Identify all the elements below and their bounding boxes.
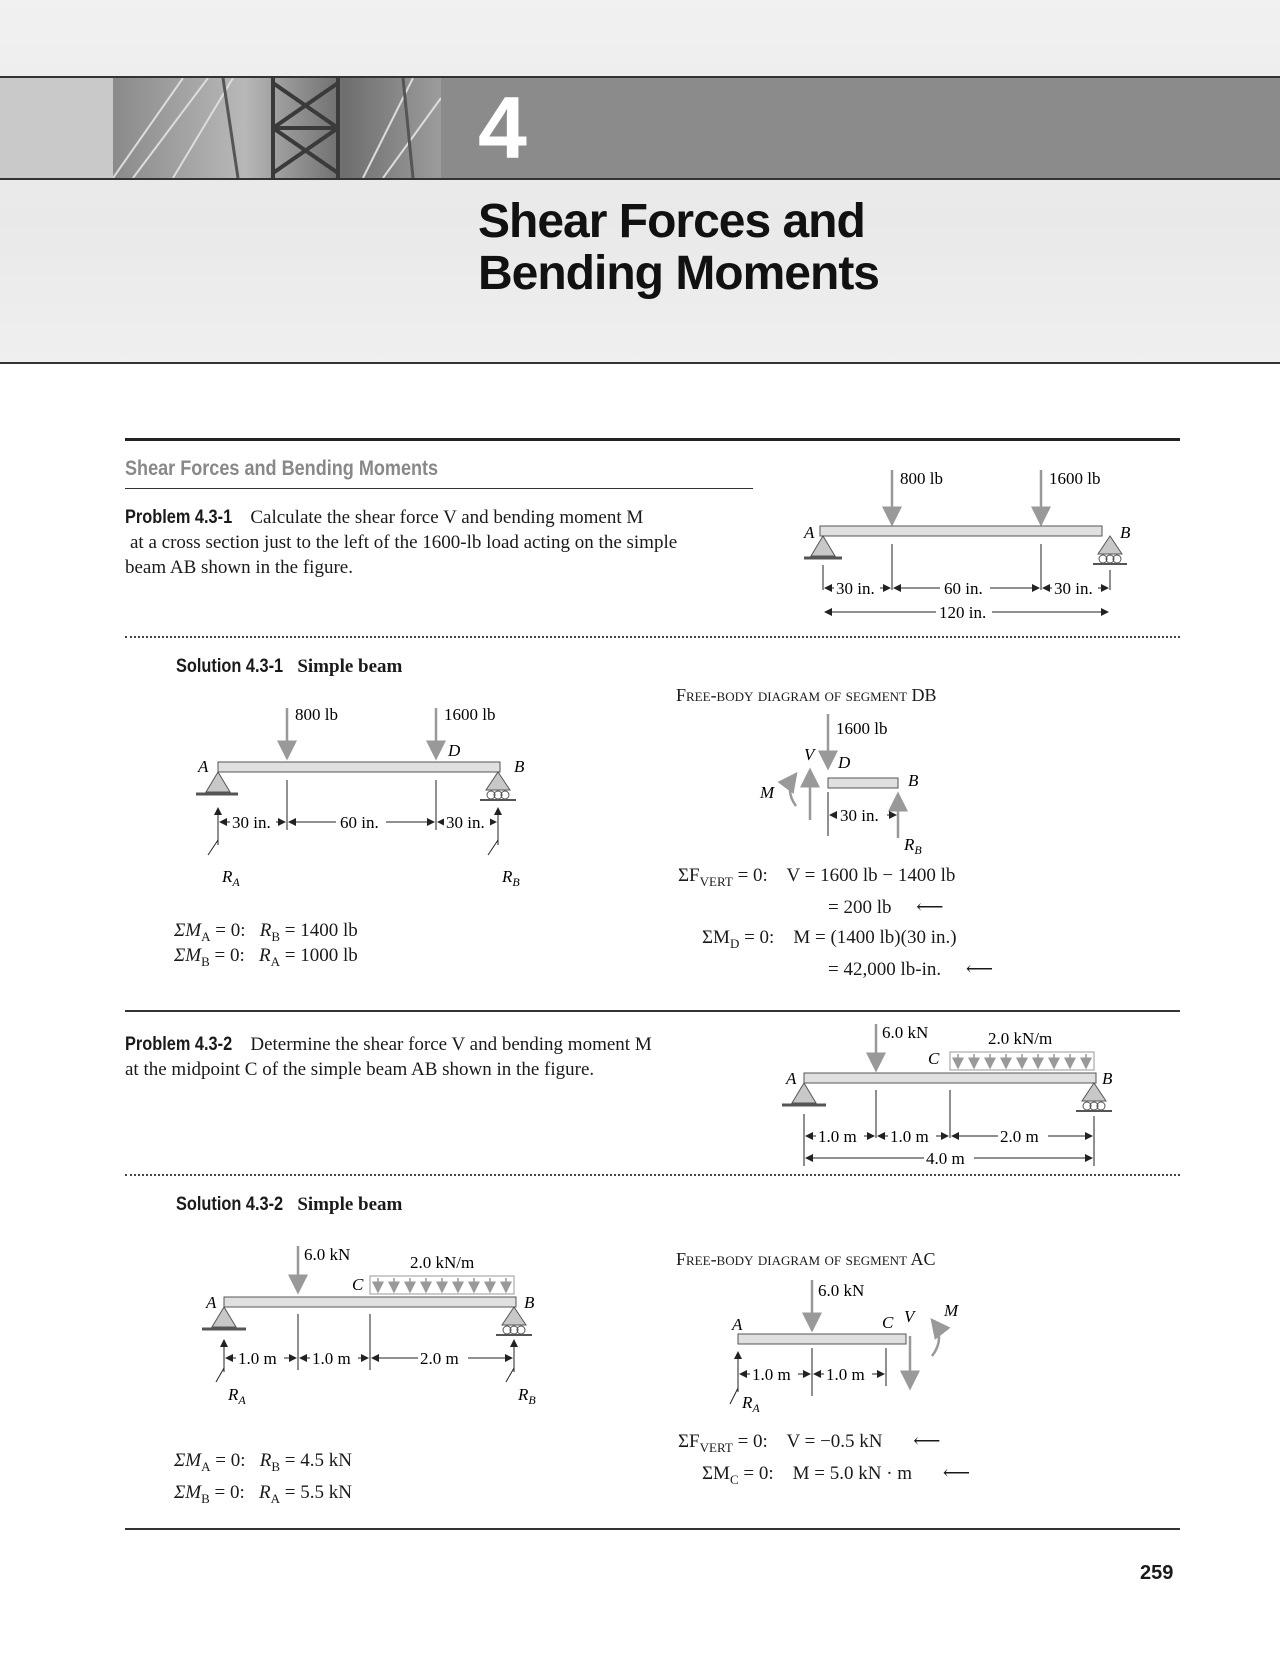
dim-60: 60 in. [944,579,983,598]
sol2-eq2: $\Sigma M_B = 0$: $R_A = 5.5$ kN [174,1482,352,1506]
sol2-fbd [720,1276,980,1416]
pin-support [811,536,835,556]
load-1600-label: 1600 lb [1049,469,1101,488]
solution2-figure [200,1240,550,1415]
label-C: C [928,1049,940,1068]
dim-1m-b: 1.0 m [890,1127,929,1146]
load-6kN-label: 6.0 kN [304,1245,351,1264]
answer-arrow-icon: ⟵ [965,959,994,980]
problem2-line1 [125,1032,652,1057]
problem1-figure [790,460,1150,630]
chapter-number: 4 [478,78,527,177]
dim-30-right: 30 in. [1054,579,1093,598]
sol2-r1: $\Sigma F_{VERT} = 0$: V = −0.5 kN ⟵ [678,1431,941,1455]
dim-60: 60 in. [340,813,379,832]
load-1600-label: 1600 lb [444,705,496,724]
solution1-title: Simple beam [297,656,403,677]
section-heading: Shear Forces and Bending Moments [125,457,439,480]
sol1-r3: $\Sigma M_D = 0$: M = (1400 lb)(30 in.) [702,927,957,951]
sol1-fbd-title: Free-body diagram of segment DB [676,685,937,705]
label-A: A [786,1069,797,1088]
beam [804,1073,1096,1083]
label-C: C [352,1275,364,1294]
label-A: A [206,1293,217,1312]
chapter-title-line2: Bending Moments [478,247,879,300]
top-rule [125,438,1180,441]
fbd-load-label: 1600 lb [836,719,888,738]
reaction-RB: $R_B$ [518,1385,536,1407]
problem1-line2: at a cross section just to the left of the 1600-lb load acting on the simple [130,532,678,553]
dist-load-label: 2.0 kN/m [410,1253,475,1272]
moment-M-arrow [790,774,796,806]
sol1-eq1: $\Sigma M_A = 0$: $R_B = 1400$ lb [174,920,358,944]
roller-support [1098,536,1122,554]
load-6kN-label: 6.0 kN [882,1023,929,1042]
fbd-dim-1m-a: 1.0 m [752,1365,791,1384]
answer-arrow-icon: ⟵ [942,1463,971,1484]
divider-rule [125,1010,1180,1012]
problem2-figure [780,1018,1120,1173]
solution2-title: Simple beam [297,1194,403,1215]
label-A: A [804,523,815,542]
dim-30-left: 30 in. [232,813,271,832]
label-B: B [1120,523,1131,542]
fbd-dim-1m-b: 1.0 m [826,1365,865,1384]
problem2-label: Problem 4.3-2 [125,1034,233,1055]
sol1-r4: = 42,000 lb-in. ⟵ [828,959,994,980]
dist-load-arrows [958,1054,1086,1068]
fbd-M: M [760,783,775,802]
dotted-rule-2 [125,1174,1180,1176]
reaction-RA: $R_A$ [228,1385,246,1407]
sol2-fbd-title: Free-body diagram of segment AC [676,1249,936,1269]
label-B: B [1102,1069,1113,1088]
dist-load-arrows [378,1278,506,1292]
problem2-text1: Determine the shear force V and bending moment M [250,1034,652,1055]
dim-1m-b: 1.0 m [312,1349,351,1368]
sol2-r2: $\Sigma M_C = 0$: M = 5.0 kN · m ⟵ [702,1463,971,1487]
dotted-rule-1 [125,636,1180,638]
fbd-RB: $R_B$ [904,835,922,857]
solution1-heading [176,656,402,678]
solution2-heading [176,1194,402,1216]
sol1-fbd [740,708,960,858]
answer-arrow-icon: ⟵ [916,897,944,918]
dim-120: 120 in. [939,603,987,622]
chapter-title-line1: Shear Forces and [478,195,865,248]
load-800-label: 800 lb [295,705,338,724]
label-B: B [524,1293,535,1312]
dim-30-right: 30 in. [446,813,485,832]
dim-30-left: 30 in. [836,579,875,598]
bottom-rule [125,1528,1180,1530]
label-A: A [198,757,209,776]
label-B: B [514,757,525,776]
problem1-line1 [125,505,643,530]
answer-arrow-icon: ⟵ [913,1431,941,1452]
dim-4m: 4.0 m [926,1149,965,1168]
load-800-label: 800 lb [900,469,943,488]
section-heading-underline [125,488,753,489]
label-D: D [448,741,461,760]
fbd-RA: $R_A$ [742,1393,760,1415]
solution1-figure [190,700,550,890]
chapter-title [478,196,879,300]
segment-DB [828,778,898,788]
pin-support [206,772,230,792]
reaction-RA: $R_A$ [222,867,240,889]
chapter-header [0,0,1280,364]
bridge-truss-photo [113,78,441,178]
problem1-text1: Calculate the shear force V and bending moment M [250,507,644,528]
solution1-label: Solution 4.3-1 [176,656,284,677]
problem2-line2: at the midpoint C of the simple beam AB shown in the figure. [125,1059,595,1080]
fbd-D: D [838,753,851,772]
reaction-RB: $R_B$ [502,867,520,889]
problem1-line3: beam AB shown in the figure. [125,557,353,578]
fbd-C: C [882,1313,894,1332]
moment-M-arrow [932,1320,939,1356]
fbd-V: V [804,745,815,764]
fbd-M: M [944,1301,959,1320]
fbd-B: B [908,771,919,790]
page-number: 259 [1140,1562,1174,1584]
dim-1m-a: 1.0 m [818,1127,857,1146]
beam [218,762,500,772]
dim-2m: 2.0 m [1000,1127,1039,1146]
dim-2m: 2.0 m [420,1349,459,1368]
sol1-eq2: $\Sigma M_B = 0$: $R_A = 1000$ lb [174,945,358,969]
fbd-V: V [904,1307,915,1326]
beam [820,526,1102,536]
fbd-load-label: 6.0 kN [818,1281,865,1300]
solution2-label: Solution 4.3-2 [176,1194,284,1215]
roller-support [486,772,510,790]
fbd-A: A [732,1315,743,1334]
dim-1m-a: 1.0 m [238,1349,277,1368]
fbd-dim-30: 30 in. [840,806,879,825]
problem1-label: Problem 4.3-1 [125,507,233,528]
dist-load-label: 2.0 kN/m [988,1029,1053,1048]
sol1-r2: = 200 lb ⟵ [828,897,944,918]
segment-AC [738,1334,906,1344]
roller-support [502,1307,526,1325]
beam [224,1297,516,1307]
sol1-r1: $\Sigma F_{VERT} = 0$: V = 1600 lb − 1400 lb [678,865,956,889]
sol2-eq1: $\Sigma M_A = 0$: $R_B = 4.5$ kN [174,1450,352,1474]
